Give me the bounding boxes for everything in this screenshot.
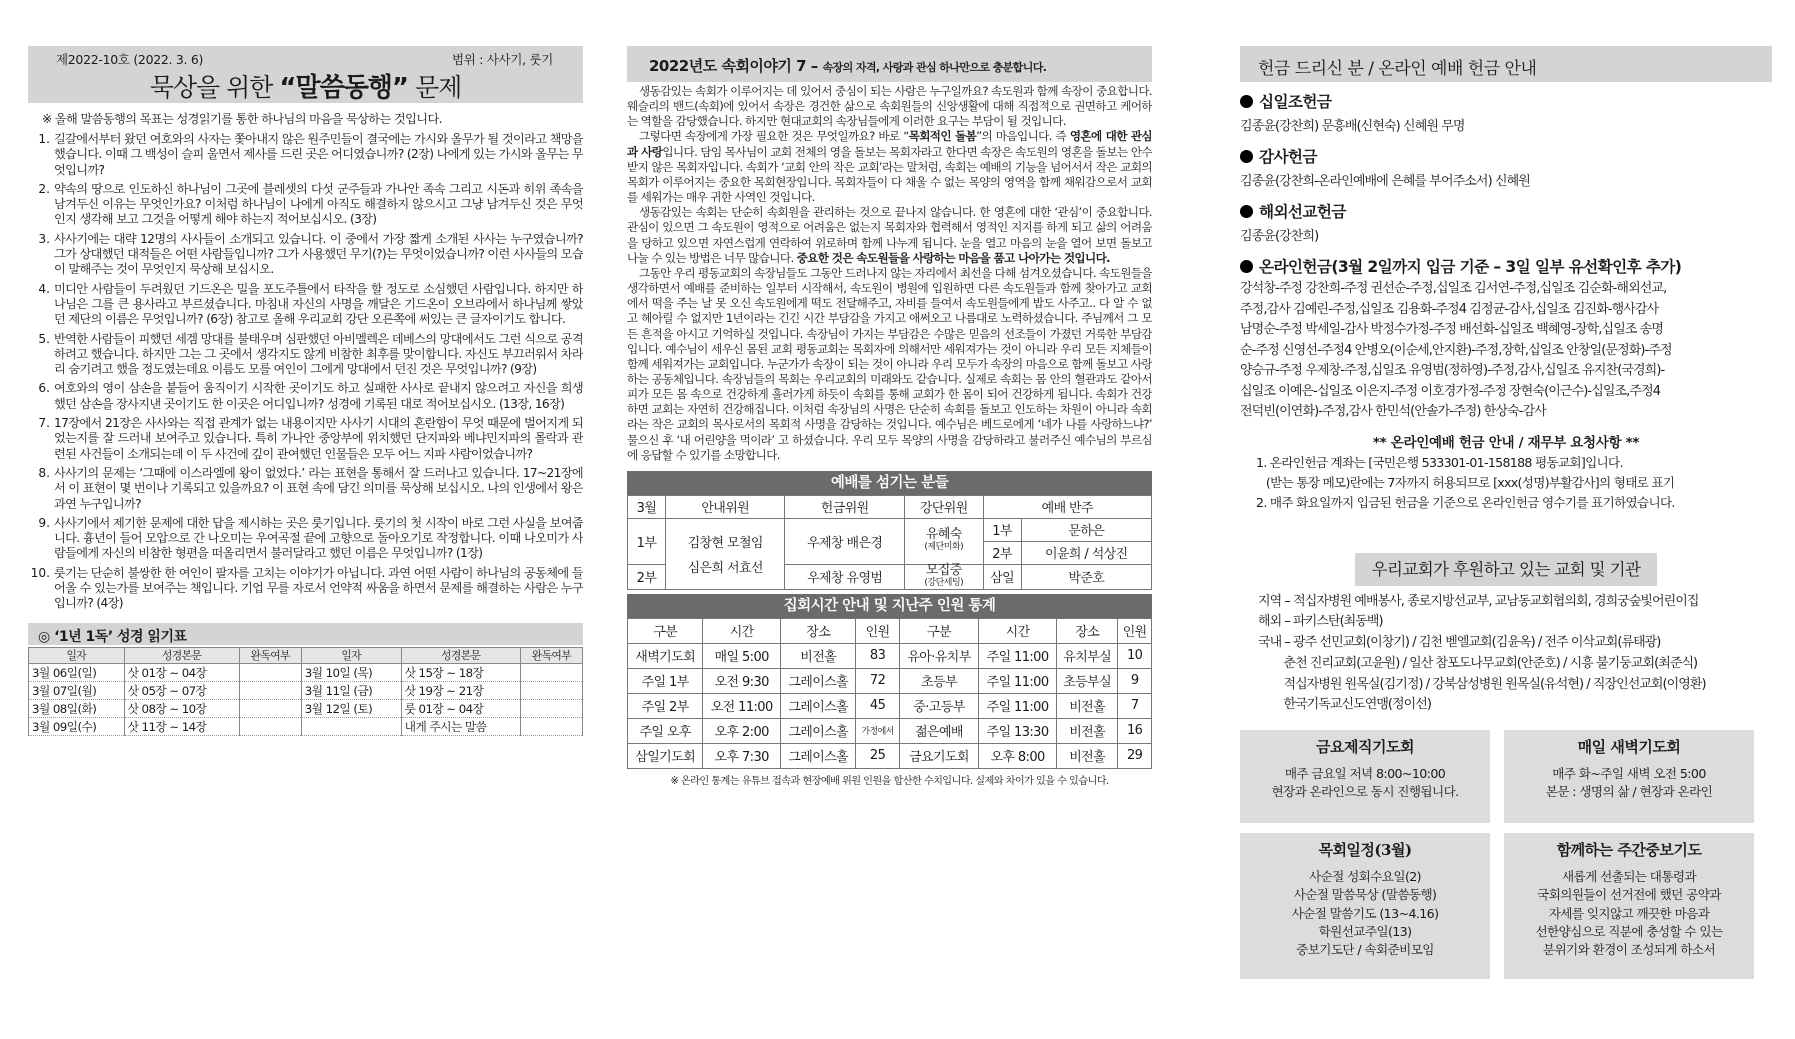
section-title: 해외선교헌금	[1259, 203, 1346, 221]
checkbox-cell[interactable]	[239, 663, 301, 681]
cell: 그레이스홀	[781, 693, 856, 718]
table-row	[628, 518, 1152, 541]
online-line: 주정,감사 김예린-주정,십일조 김용화-주정4 김정균-감사,십일조 김진화-행사감사	[1240, 301, 1659, 317]
issue-number: 제2022-10호 (2022. 3. 6)	[56, 52, 204, 67]
meditation-title	[28, 67, 583, 104]
cell: 유아·유치부	[899, 643, 978, 668]
header-cell: 시간	[979, 618, 1057, 643]
text-bold: 중요한 것은 속도원들을 사랑하는 마음을 품고 나아가는 것입니다.	[796, 250, 1110, 265]
cell: 금요기도회	[899, 743, 978, 768]
header-date: 일자	[29, 647, 125, 663]
cell: 오후 2:00	[703, 718, 781, 743]
cell: 삿 15장 ~ 18장	[401, 663, 520, 681]
question-text: 여호와의 영이 삼손을 붙들어 움직이기 시작한 곳이기도 하고 실패한 사사로 끝내지 않으려고 자신을 희생했던 삼손을 장사지낸 곳이기도 한 이곳은 어디입니까? 성경에 기록된 대로 적어보십시오. (13장, 16장)	[54, 381, 583, 411]
story-paragraph	[627, 205, 1152, 266]
title-bold: “말씀동행”	[279, 73, 409, 103]
header-cell: 인원	[856, 618, 899, 643]
question-number: 9.	[38, 515, 50, 530]
offering-title: 헌금 드리신 분 / 온라인 예배 헌금 안내	[1258, 59, 1537, 79]
cell: 삼일	[983, 564, 1021, 589]
box-line: 매주 화~주일 새벽 오전 5:00	[1552, 766, 1706, 782]
header-done: 완독여부	[520, 647, 582, 663]
question-item	[28, 132, 583, 178]
question-number: 6.	[38, 381, 50, 396]
cell: 내게 주시는 말씀	[401, 717, 520, 735]
cell: 3월 10일 (목)	[301, 663, 401, 681]
cell: 매일 5:00	[703, 643, 781, 668]
cell: 3월 07일(월)	[29, 681, 125, 699]
header-passage: 성경본문	[124, 647, 239, 663]
sponsor-title: 우리교회가 후원하고 있는 교회 및 기관	[1355, 553, 1657, 586]
question-list	[28, 132, 583, 612]
checkbox-cell[interactable]	[520, 699, 582, 717]
cell: 문하은	[1021, 518, 1151, 541]
cell: 오후 8:00	[979, 743, 1057, 768]
cell: 박준호	[1021, 564, 1151, 589]
story-paragraph: 그동안 우리 평동교회의 속장님들도 그동안 드러나지 않는 자리에서 최선을 다해 섬겨오셨습니다. 속도원들을 생각하면서 예배를 준비하는 일부터 시작해서, 속도원이 병원에 입원하면 다른 속도원들과 함께 찾아가고 교회에서 떡을 주는 날 못 오신 속도원에게 떡도 전달해주고, 자비를 들여서 속도원들에게 밥도 사주고.. 다 알 수 없고 헤아릴 수 없지만 1년이라는 긴긴 시간 부담감을 가지고 애써오고 나름대로 노력하셨습니다. 주님께서 그 모든 흔적을 아시고 기억하실 것입니다. 속장님이 가지는 부담감은 수많은 믿음의 선조들이 가졌던 거룩한 부담감입니다. 예수님이 세우신 몸된 교회 평동교회는 목회자에 의해서만 세워져가는 것이 아니라 우리 모든 지체들이 함께 세워져가는 교회입니다. 누군가가 속장이 되는 것이 아니라 우리 모두가 속장의 마음으로 함께 돌보고 사랑하는 공동체입니다. 속장님들의 목회는 우리교회의 미래와도 같습니다. 실제로 속회는 몸 안의 혈관과도 같아서 피가 모든 몸 속으로 건강하게 흘러가게 하듯이 속회를 통해 교회가 한 몸이 되어 건강하게 됩니다. 속회가 건강하면 교회는 자연히 건강해집니다. 이처럼 속장님의 사명은 단순히 속회를 돌보고 인도하는 차원이 아니라 속회라는 작은 교회의 목사로서의 목회적 사명을 감당하는 것입니다. 예수님은 베드로에게 ‘네가 나를 사랑하느냐?’ 물으신 후 ‘내 어린양을 먹이라’ 고 하셨습니다. 우리 모두 목양의 사명을 감당하라고 불러주신 예수님의 부르심에 응답할 수 있기를 소망합니다.	[627, 265, 1152, 462]
question-number: 3.	[38, 231, 50, 246]
story-title-main: 2022년도 속회이야기 7 –	[649, 57, 823, 75]
header-cell: 구분	[899, 618, 978, 643]
question-text: 사사기의 문제는 ‘그때에 이스라엘에 왕이 없었다.’ 라는 표현을 통해서 잘 드러나고 있습니다. 17~21장에서 이 표현이 몇 번이나 기록되고 있을까요? 이 표현 속에 담긴 의미를 묵상해 보십시오. 나의 인생에서 왕은 과연 누구입니까?	[54, 465, 583, 511]
box-line: 매주 금요일 저녁 8:00~10:00	[1284, 766, 1446, 782]
cell: 83	[856, 643, 899, 668]
story-title-sub: 속장의 자격, 사랑과 관심 하나만으로 충분합니다.	[822, 61, 1047, 74]
cell: 29	[1118, 743, 1152, 768]
section-title: 온라인헌금(3월 2일까지 입금 기준 – 3일 일부 유선확인후 추가)	[1259, 258, 1682, 276]
bullet-icon	[1240, 205, 1253, 218]
cell: 주일 2부	[628, 693, 703, 718]
question-number: 7.	[38, 416, 50, 431]
altar-role: (제단미화)	[924, 542, 964, 553]
cell: 삿 08장 ~ 10장	[124, 699, 239, 717]
box-line: 자세를 잊지않고 깨끗한 마음과	[1548, 905, 1710, 921]
box-title: 함께하는 주간중보기도	[1556, 841, 1702, 860]
altar-name: 유혜숙	[925, 527, 962, 543]
header-offering: 헌금위원	[785, 495, 904, 518]
guide-names: 김창현 모철임	[687, 535, 763, 551]
cell: 7	[1118, 693, 1152, 718]
header-cell: 장소	[1056, 618, 1117, 643]
question-number: 2.	[38, 181, 50, 196]
box-title: 금요제직기도회	[1316, 738, 1414, 757]
sponsor-list	[1240, 592, 1772, 717]
cell: 그레이스홀	[781, 718, 856, 743]
table-row	[628, 693, 1152, 718]
meeting-stats-table	[627, 618, 1152, 769]
text-run: 입니다. 담임 목사님이 교회 전체의 영을 돌보는 목회자라고 한다면 속장은 속도원의 영혼을 돌보는 안수받지 않은 목회자입니다. 속회가 ‘교회 안의 작은 교회’라는 말처럼, 속회는 예배의 기능을 넘어서서 작은 교회의 목회가 이루어지는 중요한 목회현장입니다. 목회자들이 다 채울 수 없는 목양의 영역을 함께 채워감으로서 교회를 세워가는 매우 귀한 사역인 것입니다.	[627, 144, 1152, 205]
checkbox-cell[interactable]	[520, 717, 582, 735]
box-line: 사순절 말씀기도 (13~4.16)	[1291, 905, 1439, 921]
question-text: 반역한 사람들이 피했던 세겜 망대를 불태우며 심판했던 아비멜렉은 데베스의 망대에서도 그런 식으로 공격하려고 했습니다. 하지만 그는 그 곳에서 생각지도 않게 비참한 최후를 맞이합니다. 자신도 부끄러워서 차라리 숨기려고 했을 정도였는데요 이름도 모를 여인이 그에게 망대에서 던진 것은 무엇입니까? (9장)	[54, 331, 583, 377]
cell: 주일 오후	[628, 718, 703, 743]
altar-role: (강단세팅)	[924, 577, 964, 588]
cell: 오후 7:30	[703, 743, 781, 768]
cell: 오전 11:00	[703, 693, 781, 718]
table-row	[628, 718, 1152, 743]
cell: 우제창 배은경	[785, 518, 904, 564]
dawn-prayer-box	[1504, 730, 1754, 823]
guide-line: 1. 온라인헌금 계좌는 [국민은행 533301-01-158188 평동교회]입니다.	[1256, 454, 1623, 470]
box-title: 매일 새벽기도회	[1577, 738, 1681, 757]
online-line: 전덕빈(이연화)-주정,감사 한민석(안솔가-주정) 한상숙-감사	[1240, 404, 1546, 419]
reading-plan-title: ◎ ‘1년 1독’ 성경 읽기표	[28, 623, 583, 645]
section-title: 십일조헌금	[1259, 93, 1332, 111]
cell: 삿 19장 ~ 21장	[401, 681, 520, 699]
cell: 이윤희 / 석상진	[1021, 541, 1151, 564]
cell: 그레이스홀	[781, 743, 856, 768]
pastoral-schedule-box	[1240, 833, 1490, 979]
cell: 10	[1118, 643, 1152, 668]
cell-guides	[666, 518, 785, 589]
box-title: 목회일정(3월)	[1318, 841, 1412, 860]
cell: 1부	[628, 518, 666, 564]
header-passage: 성경본문	[401, 647, 520, 663]
header-date: 일자	[301, 647, 401, 663]
header-accompanist: 예배 반주	[983, 495, 1151, 518]
cell: 16	[1118, 718, 1152, 743]
table-row	[628, 643, 1152, 668]
checkbox-cell[interactable]	[520, 681, 582, 699]
scripture-range: 범위 : 사사기, 룻기	[451, 52, 553, 67]
question-number: 5.	[38, 331, 50, 346]
header-cell: 장소	[781, 618, 856, 643]
online-line: 양승규-주정 우제창-주정,십일조 유영범(정하영)-주정,감사,십일조 유지찬(국경희)-	[1240, 363, 1665, 378]
question-item	[28, 182, 583, 228]
cell	[301, 717, 401, 735]
question-number: 10.	[30, 565, 50, 580]
sponsor-line: 적십자병원 원목실(김기정) / 강북삼성병원 원목실(유석현) / 직장인선교회(이영환)	[1258, 676, 1706, 692]
cell: 삿 11장 ~ 14장	[124, 717, 239, 735]
header-cell: 시간	[703, 618, 781, 643]
question-item	[28, 416, 583, 462]
question-item	[28, 332, 583, 378]
question-text: 사사기에서 제기한 문제에 대한 답을 제시하는 곳은 룻기입니다. 룻기의 첫 시작이 바로 그런 사실을 보여줍니다. 흉년이 들어 모압으로 간 나오미는 우여곡절 끝에 고향으로 돌아오기로 작정합니다. 이때 나오미가 사람들에게 자신의 비참한 형편을 떠올리면서 불러달라고 했던 이름은 무엇입니까? (1장)	[54, 515, 583, 561]
question-text: 사사기에는 대략 12명의 사사들이 소개되고 있습니다. 이 중에서 가장 짧게 소개된 사사는 누구였습니까? 그가 상대했던 대적들은 어떤 사람들입니까? 그가 사용했던 무기(?)는 무엇이었습니까? 이런 사사들의 모습이 말해주는 것이 무엇인지 묵상해 보십시오.	[54, 231, 583, 277]
sponsor-line: 춘천 진리교회(고윤원) / 일산 참포도나무교회(안준호) / 시흥 불기둥교회(최준식)	[1258, 655, 1698, 671]
offering-header	[1240, 46, 1772, 82]
cell: 삼일기도회	[628, 743, 703, 768]
question-text: 길갈에서부터 왔던 여호와의 사자는 쫓아내지 않은 원주민들이 결국에는 가시와 올무가 될 것이라고 책망을 했습니다. 이때 그 백성이 슬피 울면서 제사를 드린 곳은 어디였습니까? (2장) 나에게 있는 가시와 올무는 무엇입니까?	[54, 132, 583, 177]
title-prefix: 묵상을 위한	[149, 73, 280, 102]
section-tithe	[1240, 90, 1772, 112]
section-thanks	[1240, 145, 1772, 167]
cell: 룻 01장 ~ 04장	[401, 699, 520, 717]
story-column	[627, 46, 1152, 787]
question-text: 17장에서 21장은 사사와는 직접 관계가 없는 내용이지만 사사기 시대의 혼란함이 무엇 때문에 벌어지게 되었는지를 잘 드러내 보여주고 있습니다. 특히 가나안 중앙부에 위치했던 단지파와 베냐민지파의 몰락과 관련된 사건들이 소개되는데 이 두 사건에 깊이 관여했던 인물들은 모두 어느 지파 사람이었습니까?	[54, 416, 583, 461]
question-text: 룻기는 단순히 불쌍한 한 여인이 팔자를 고치는 이야기가 아닙니다. 과연 어떤 사람이 하나님의 공동체에 들어올 수 있는가를 보여주는 책입니다. 기업 무를 자로서 언약적 싸움을 하면서 문제를 해결하는 사람은 누구입니까? (4장)	[54, 565, 583, 611]
cell: 주일 11:00	[979, 643, 1057, 668]
box-line: 중보기도단 / 속회준비모임	[1296, 942, 1434, 958]
worship-servers-title: 예배를 섬기는 분들	[627, 471, 1152, 495]
table-row	[628, 743, 1152, 768]
box-line: 사순절 성회수요일(2)	[1309, 869, 1421, 885]
cell: 그레이스홀	[781, 668, 856, 693]
table-row	[29, 663, 583, 681]
table-row	[29, 717, 583, 735]
meditation-intro: ※ 올해 말씀동행의 목표는 성경읽기를 통한 하나님의 마음을 묵상하는 것입니다.	[42, 112, 442, 126]
online-line: 십일조 이예은-십일조 이은지-주정 이호경가정-주정 장현숙(이근수)-십일조,주정4	[1240, 383, 1661, 399]
cell: 초등부	[899, 668, 978, 693]
story-paragraph	[627, 129, 1152, 205]
cell: 우제창 유영범	[785, 564, 904, 589]
online-line: 순-주정 신영선-주정4 안병오(이순세,안지환)-주정,장학,십일조 안창일(문정화)-주정	[1240, 342, 1672, 358]
question-item	[28, 282, 583, 328]
cell: 가정에서	[856, 718, 899, 743]
checkbox-cell[interactable]	[239, 699, 301, 717]
cell: 주일 11:00	[979, 693, 1057, 718]
cell-altar	[904, 518, 983, 564]
section-online	[1240, 255, 1772, 277]
cell: 주일 11:00	[979, 668, 1057, 693]
question-item	[28, 566, 583, 612]
box-line: 분위기와 환경이 조성되게 하소서	[1542, 942, 1716, 958]
story-title	[649, 55, 1046, 76]
weekly-intercession-box	[1504, 833, 1754, 979]
box-line: 새롭게 선출되는 대통령과	[1561, 869, 1697, 885]
question-number: 4.	[38, 281, 50, 296]
box-line: 국회의원들이 선거전에 했던 공약과	[1537, 887, 1721, 903]
worship-servers-table	[627, 495, 1152, 590]
question-item	[28, 466, 583, 512]
guide-line: 2. 매주 화요일까지 입금된 헌금을 기준으로 온라인헌금 영수기를 표기하였습니다.	[1256, 494, 1675, 510]
offering-column	[1240, 46, 1772, 979]
cell: 45	[856, 693, 899, 718]
meditation-column	[28, 46, 583, 736]
text-run: 그렇다면 속장에게 가장 필요한 것은 무엇일까요? 바로 “	[639, 129, 909, 144]
sponsor-line: 해외 – 파키스탄(최동백)	[1258, 614, 1383, 630]
cell: 2부	[983, 541, 1021, 564]
online-line: 남명순-주정 박세일-감사 박정수가정-주정 배선화-십일조 백혜영-장학,십일조 송명	[1240, 322, 1664, 337]
question-number: 8.	[38, 465, 50, 480]
online-guide	[1240, 453, 1772, 513]
cell: 3월 09일(수)	[29, 717, 125, 735]
sponsor-line: 지역 – 적십자병원 예배봉사, 종로지방선교부, 교남동교회협의회, 경희궁숲빛어린이집	[1258, 593, 1699, 609]
text-run: ”의 마음입니다. 즉	[976, 129, 1070, 144]
box-line: 선한양심으로 직분에 충성할 수 있는	[1535, 923, 1723, 939]
table-row	[628, 668, 1152, 693]
story-header	[627, 46, 1152, 82]
section-mission	[1240, 200, 1772, 222]
cell: 새벽기도회	[628, 643, 703, 668]
table-header-row	[628, 495, 1152, 518]
table-row	[29, 699, 583, 717]
cell: 72	[856, 668, 899, 693]
cell: 3월 12일 (토)	[301, 699, 401, 717]
cell: 2부	[628, 564, 666, 589]
guide-line: (받는 통장 메모)란에는 7자까지 허용되므로 [xxx(성명)부활감사]의 형태로 표기	[1256, 474, 1675, 490]
header-cell: 인원	[1118, 618, 1152, 643]
section-title: 감사헌금	[1259, 148, 1317, 166]
tithe-names: 김종윤(강찬희) 문흥배(신현숙) 신혜원 무명	[1240, 119, 1465, 134]
table-header-row	[29, 647, 583, 663]
cell: 1부	[983, 518, 1021, 541]
text-bold: 목회적인 돌봄	[908, 129, 977, 144]
checkbox-cell[interactable]	[239, 717, 301, 735]
guide-names: 심은희 서효선	[687, 560, 763, 576]
meeting-stats-title: 집회시간 안내 및 지난주 인원 통계	[627, 594, 1152, 618]
sponsor-line: 한국기독교신도연맹(정이선)	[1258, 697, 1431, 713]
box-line: 현장과 온라인으로 동시 진행됩니다.	[1271, 784, 1459, 800]
cell: 주일 13:30	[979, 718, 1057, 743]
question-text: 약속의 땅으로 인도하신 하나님이 그곳에 블레셋의 다섯 군주들과 가나안 족속 그리고 시돈과 히위 족속을 남겨두신 이유는 무엇인가요? 이처럼 하나님이 나에게 아직도 해결하지 않으시고 그냥 남겨두신 것은 무엇인지 생각해 보고 그것을 어떻게 해야 하는지 적어보십시오. (3장)	[54, 181, 583, 227]
thanks-names: 김종윤(강찬희-온라인예배에 은혜를 부어주소서) 신혜원	[1240, 174, 1530, 189]
question-text: 미디안 사람들이 두려웠던 기드온은 밀을 포도주틀에서 타작을 할 정도로 소심했던 사람입니다. 하지만 하나님은 그를 큰 용사라고 부르셨습니다. 마침내 자신의 사명을 깨달은 기드온이 오브라에서 하나님께 쌓았던 제단의 이름은 무엇입니까? (6장) 참고로 올해 우리교회 강단 오른쪽에 써있는 큰 글자이기도 합니다.	[54, 281, 583, 327]
header-altar: 강단위원	[904, 495, 983, 518]
bullet-icon	[1240, 150, 1253, 163]
cell: 젊은예배	[899, 718, 978, 743]
header-cell: 구분	[628, 618, 703, 643]
box-line: 사순절 말씀묵상 (말씀동행)	[1293, 887, 1437, 903]
meditation-header	[28, 46, 583, 103]
friday-prayer-box	[1240, 730, 1490, 823]
table-header-row	[628, 618, 1152, 643]
story-paragraph: 생동감있는 속회가 이루어지는 데 있어서 중심이 되는 사람은 누구일까요? 속도원과 함께 속장이 중요합니다. 웨슬리의 밴드(속회)에 있어서 속장은 경건한 삶으로 속회원들의 신앙생활에 대해 직접적으로 권면하고 케어하는 역할을 감당했습니다. 하지만 현대교회의 속장님들에게 이러한 요구는 부담이 될 것입니다.	[627, 84, 1152, 129]
cell: 유치부실	[1056, 643, 1117, 668]
cell: 3월 08일(화)	[29, 699, 125, 717]
bullet-icon	[1240, 260, 1253, 273]
cell: 3월 06일(일)	[29, 663, 125, 681]
checkbox-cell[interactable]	[239, 681, 301, 699]
online-names	[1240, 279, 1772, 423]
cell: 비전홀	[1056, 743, 1117, 768]
question-number: 1.	[38, 132, 50, 146]
cell: 중·고등부	[899, 693, 978, 718]
checkbox-cell[interactable]	[520, 663, 582, 681]
bullet-icon	[1240, 95, 1253, 108]
sponsor-line: 국내 – 광주 선민교회(이창기) / 김천 벧엘교회(김윤옥) / 전주 이삭교회(류태광)	[1258, 635, 1661, 651]
cell-altar	[904, 564, 983, 589]
cell: 비전홀	[781, 643, 856, 668]
question-item	[28, 232, 583, 278]
text-bold: 영혼에 대한 관심과 사랑	[627, 129, 1152, 159]
online-guide-title: ** 온라인예배 헌금 안내 / 재무부 요청사항 **	[1372, 434, 1640, 451]
altar-name: 모집중	[925, 562, 962, 578]
stats-note: ※ 온라인 통계는 유튜브 접속과 현장예배 위원 인원을 합산한 수치입니다. 실제와 차이가 있을 수 있습니다.	[670, 775, 1109, 787]
info-boxes	[1240, 730, 1772, 979]
question-item	[28, 516, 583, 562]
box-line: 학원선교주일(13)	[1318, 923, 1412, 939]
reading-plan-table	[28, 647, 583, 736]
cell: 삿 05장 ~ 07장	[124, 681, 239, 699]
cell: 9	[1118, 668, 1152, 693]
question-item	[28, 381, 583, 412]
cell: 비전홀	[1056, 693, 1117, 718]
online-line: 강석창-주정 강찬희-주정 권선순-주정,십일조 김서연-주정,십일조 김순화-해외선교,	[1240, 281, 1667, 296]
cell: 25	[856, 743, 899, 768]
cell: 삿 01장 ~ 04장	[124, 663, 239, 681]
title-suffix: 문제	[408, 73, 462, 102]
box-line: 본문 : 생명의 삶 / 현장과 온라인	[1545, 784, 1713, 800]
cell: 오전 9:30	[703, 668, 781, 693]
table-row	[29, 681, 583, 699]
header-done: 완독여부	[239, 647, 301, 663]
cell: 비전홀	[1056, 718, 1117, 743]
cell: 3월 11일 (금)	[301, 681, 401, 699]
cell: 초등부실	[1056, 668, 1117, 693]
mission-names: 김종윤(강찬희)	[1240, 229, 1319, 244]
cell: 주일 1부	[628, 668, 703, 693]
header-month: 3월	[628, 495, 666, 518]
header-guide: 안내위원	[666, 495, 785, 518]
text-run: 생동감있는 속회는 단순히 속회원을 관리하는 것으로 끝나지 않습니다. 한 영혼에 대한 ‘관심’이 중요합니다. 관심이 있으면 그 속도원이 영적으로 어려움은 없는지 목회자와 협력해서 영적인 지지를 하게 되고 삶의 어려움을 당하고 있으면 자연스럽게 연락하여 위로하며 함께 나누게 됩니다. 눈을 열고 마음의 눈을 열어 보면 돌보고 나눌 수 있는 방법은 너무 많습니다.	[627, 205, 1152, 265]
